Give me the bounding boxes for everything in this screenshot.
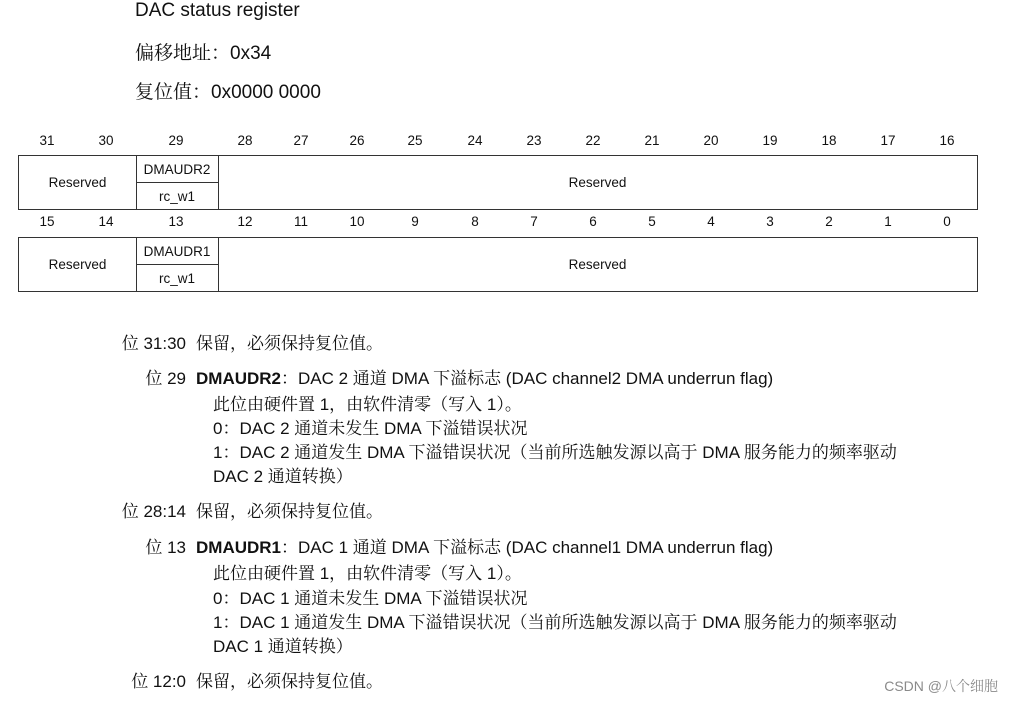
register-row-high xyxy=(18,155,978,210)
bit-number: 14 xyxy=(98,214,114,229)
bit-number: 5 xyxy=(648,214,656,229)
bit-title: ：DAC 1 通道 DMA 下溢标志 (DAC channel1 DMA underrun flag) xyxy=(281,538,774,557)
bit-number: 29 xyxy=(168,133,184,148)
description-line: 0：DAC 2 通道未发生 DMA 下溢错误状况 xyxy=(213,419,528,438)
offset-address: 偏移地址：0x34 xyxy=(135,43,272,64)
reserved-field: Reserved xyxy=(48,257,107,272)
bit-numbers-low xyxy=(18,214,978,232)
field-dmaudr1 xyxy=(136,238,218,291)
bit-number: 12 xyxy=(237,214,253,229)
description-line: 1：DAC 2 通道发生 DMA 下溢错误状况（当前所选触发源以高于 DMA 服务能力的频率驱动 xyxy=(213,443,897,462)
bit-text: 保留，必须保持复位值。 xyxy=(196,502,383,521)
watermark: CSDN @八个细胞 xyxy=(884,678,998,694)
bit-number: 18 xyxy=(821,133,837,148)
bit-number: 31 xyxy=(39,133,55,148)
field-access: rc_w1 xyxy=(158,270,195,286)
bit-number: 19 xyxy=(762,133,778,148)
bit-number: 20 xyxy=(703,133,719,148)
bit-number: 30 xyxy=(98,133,114,148)
description-line: DAC 2 通道转换） xyxy=(213,467,353,486)
bit-number: 21 xyxy=(644,133,660,148)
reset-value: 复位值：0x0000 0000 xyxy=(135,82,321,103)
bit-number: 8 xyxy=(471,214,479,229)
bit-number: 15 xyxy=(39,214,55,229)
description-line: 此位由硬件置 1，由软件清零（写入 1）。 xyxy=(213,395,522,414)
description-line: 0：DAC 1 通道未发生 DMA 下溢错误状况 xyxy=(213,589,528,608)
bit-number: 28 xyxy=(237,133,253,148)
bit-number: 24 xyxy=(467,133,483,148)
field-access: rc_w1 xyxy=(158,188,195,204)
bit-number: 17 xyxy=(880,133,896,148)
bit-number: 25 xyxy=(407,133,423,148)
description-line: DAC 1 通道转换） xyxy=(213,637,353,656)
bit-label: 位 13 xyxy=(145,538,186,557)
bit-number: 9 xyxy=(411,214,419,229)
bit-number: 27 xyxy=(293,133,309,148)
bit-number: 0 xyxy=(943,214,951,229)
register-title: DAC status register xyxy=(135,0,300,21)
bit-number: 4 xyxy=(707,214,715,229)
bit-number: 13 xyxy=(168,214,184,229)
bit-field-name: DMAUDR1 xyxy=(196,538,281,557)
bit-number: 10 xyxy=(349,214,365,229)
reserved-field: Reserved xyxy=(48,175,107,190)
bit-number: 16 xyxy=(939,133,955,148)
bit-title: ：DAC 2 通道 DMA 下溢标志 (DAC channel2 DMA underrun flag) xyxy=(281,369,774,388)
reserved-field: Reserved xyxy=(568,257,627,272)
bit-label: 位 31:30 xyxy=(121,334,186,353)
bit-text: 保留，必须保持复位值。 xyxy=(196,672,383,691)
bit-text: 保留，必须保持复位值。 xyxy=(196,334,383,353)
bit-number: 6 xyxy=(589,214,597,229)
bit-number: 1 xyxy=(884,214,892,229)
bit-number: 26 xyxy=(349,133,365,148)
bit-number: 7 xyxy=(530,214,538,229)
register-row-low xyxy=(18,237,978,292)
field-dmaudr2 xyxy=(136,156,218,209)
bit-label: 位 29 xyxy=(145,369,186,388)
description-line: 1：DAC 1 通道发生 DMA 下溢错误状况（当前所选触发源以高于 DMA 服务能力的频率驱动 xyxy=(213,613,897,632)
bit-number: 22 xyxy=(585,133,601,148)
bit-field-name: DMAUDR2 xyxy=(196,369,281,388)
reserved-field: Reserved xyxy=(568,175,627,190)
bit-label: 位 28:14 xyxy=(121,502,186,521)
field-name: DMAUDR1 xyxy=(136,238,218,265)
bit-number: 11 xyxy=(293,214,308,229)
bit-number: 3 xyxy=(766,214,774,229)
description-line: 此位由硬件置 1，由软件清零（写入 1）。 xyxy=(213,564,522,583)
field-name: DMAUDR2 xyxy=(136,156,218,183)
bit-label: 位 12:0 xyxy=(131,672,186,691)
bit-number: 23 xyxy=(526,133,542,148)
bit-number: 2 xyxy=(825,214,833,229)
bit-numbers-high xyxy=(18,133,978,151)
